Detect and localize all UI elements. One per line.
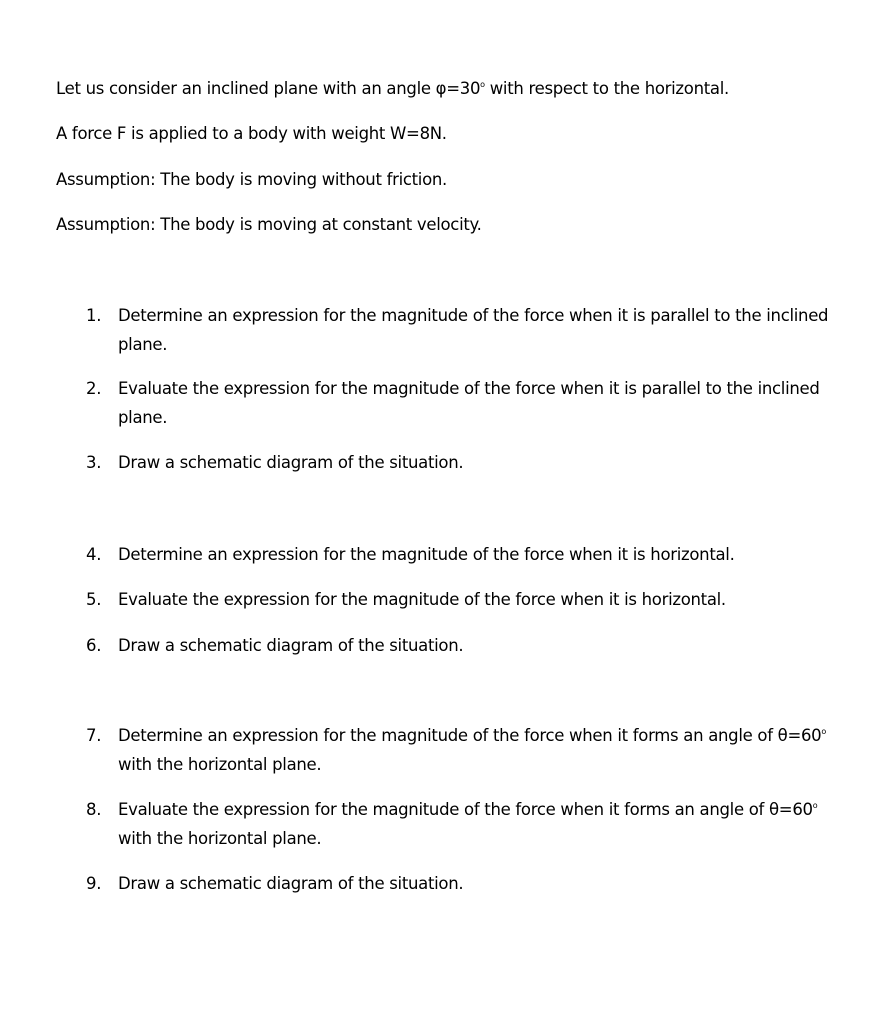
list-item-number: 3. [86,453,102,472]
list-item-text [118,631,863,660]
list-item-text [118,585,863,614]
list-item-line: Draw a schematic diagram of the situation. [118,636,464,655]
intro-text: Let us consider an inclined plane with an angle φ=30 [56,79,481,98]
list-item-line: Evaluate the expression for the magnitude of the force when it is horizontal. [118,590,726,609]
list-item-line: Draw a schematic diagram of the situation. [118,874,464,893]
list-item-line: Determine an expression for the magnitude of the force when it is horizontal. [118,545,735,564]
list-item-line: Evaluate the expression for the magnitude of the force when it forms an angle of θ=60 [118,800,813,819]
list-item-number: 8. [86,800,102,819]
degree-superscript: o [812,801,818,810]
list-item-number: 6. [86,636,102,655]
list-item-number: 9. [86,874,102,893]
list-item-text [118,795,863,853]
list-item-line: Evaluate the expression for the magnitude of the force when it is parallel to the inclined [118,379,820,398]
degree-superscript: o [821,727,826,736]
intro-paragraph-force [56,123,876,145]
list-item-text [118,540,863,569]
list-item-number: 4. [86,545,102,564]
list-item-text [118,448,863,477]
intro-paragraph-assumption-friction [56,169,876,191]
list-item-text [118,721,863,779]
intro-text: with respect to the horizontal. [484,79,729,98]
list-item-line: Determine an expression for the magnitude of the force when it is parallel to the inclined [118,306,829,325]
intro-text: Assumption: The body is moving at constant velocity. [56,215,482,234]
intro-text: Assumption: The body is moving without friction. [56,170,447,189]
intro-paragraph-angle [56,78,876,100]
list-item-number: 1. [86,306,102,325]
list-item-line: Draw a schematic diagram of the situation. [118,453,464,472]
intro-paragraph-assumption-velocity [56,214,876,236]
list-item-line: plane. [118,335,168,354]
list-item-number: 2. [86,379,102,398]
list-item-number: 7. [86,726,102,745]
list-item-line: with the horizontal plane. [118,829,322,848]
degree-superscript: o [480,80,485,89]
list-item-line: plane. [118,408,168,427]
list-item-line: with the horizontal plane. [118,755,322,774]
list-item-number: 5. [86,590,102,609]
intro-text: A force F is applied to a body with weight W=8N. [56,124,447,143]
list-item-text [118,301,863,359]
list-item-line: Determine an expression for the magnitude of the force when it forms an angle of θ=60 [118,726,822,745]
list-item-text [118,869,863,898]
list-item-text [118,374,863,432]
